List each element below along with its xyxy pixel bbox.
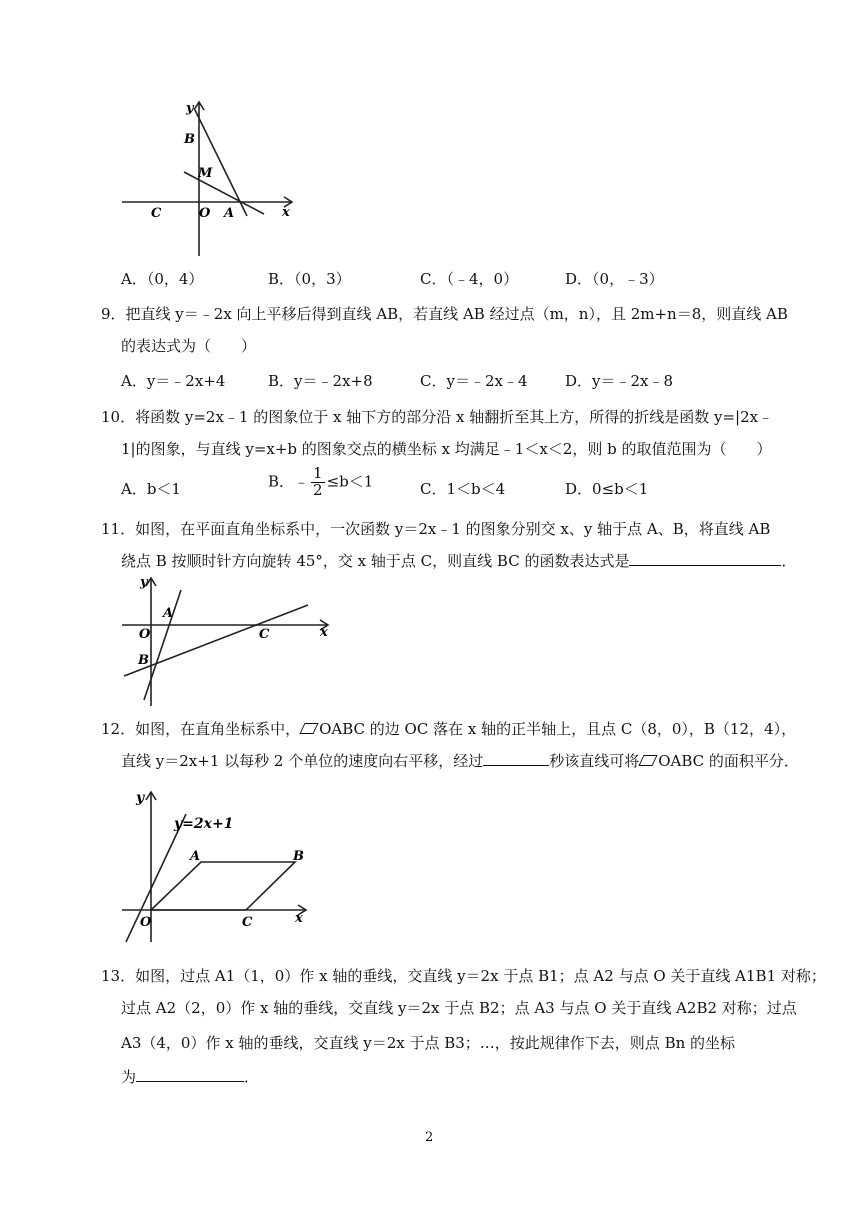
q10-option-b-prefix: B．﹣ (268, 472, 310, 491)
q11-answer-blank[interactable] (629, 551, 781, 566)
q8-label-a: A (224, 206, 235, 221)
q13-answer-blank[interactable] (136, 1067, 244, 1082)
q10-option-c: C．1＜b＜4 (420, 480, 506, 498)
q8-option-c: C．（﹣4，0） (420, 270, 519, 288)
q12-label-y: y (136, 790, 145, 806)
q10-option-d: D．0≤b＜1 (565, 480, 649, 498)
q10-fraction-denominator: 2 (313, 480, 323, 499)
q8-option-a: A．（0，4） (121, 270, 204, 288)
q12-figure (118, 784, 318, 949)
q12-line1-prefix: 12．如图，在直角坐标系中， (101, 720, 301, 738)
q12-answer-blank[interactable] (483, 751, 549, 766)
q13-line3: A3（4，0）作 x 轴的垂线，交直线 y＝2x 于点 B3；…，按此规律作下去，则点 Bn 的坐标 (121, 1034, 736, 1052)
q12-line2-mid: 秒该直线可将 (549, 752, 640, 770)
q8-label-m: M (198, 166, 213, 181)
q9-option-d: D．y＝﹣2x﹣8 (565, 372, 674, 390)
q9-line2: 的表达式为（ ） (121, 337, 257, 355)
q8-label-b: B (184, 132, 195, 147)
parallelogram-icon (300, 723, 319, 734)
q12-label-b: B (293, 849, 304, 864)
q13-line1: 13．如图，过点 A1（1，0）作 x 轴的垂线，交直线 y＝2x 于点 B1；点 A2 与点 O 关于直线 A1B1 对称； (101, 967, 826, 985)
q11-label-y: y (140, 575, 148, 590)
page-number: 2 (425, 1130, 434, 1145)
q12-line-y2x1 (126, 814, 186, 942)
q10-option-a: A．b＜1 (121, 480, 181, 498)
q8-label-c: C (151, 206, 162, 221)
q10-option-b-fraction (311, 466, 325, 499)
q13-line4-prefix: 为 (121, 1068, 137, 1086)
q12-label-c: C (242, 915, 253, 930)
q11-label-a: A (163, 606, 174, 621)
q9-option-c: C．y＝﹣2x﹣4 (420, 372, 528, 390)
q9-option-b: B．y＝﹣2x+8 (268, 372, 373, 390)
q11-figure (118, 572, 338, 712)
q12-label-a: A (190, 849, 201, 864)
q11-line2-text: 绕点 B 按顺时针方向旋转 45°，交 x 轴于点 C，则直线 BC 的函数表达式是 (121, 552, 630, 570)
q8-label-o: O (199, 206, 211, 221)
q12-label-x: x (295, 911, 303, 926)
q11-label-c: C (259, 627, 270, 642)
parallelogram-icon (639, 755, 658, 766)
q9-option-a: A．y＝﹣2x+4 (121, 372, 226, 390)
q11-line1: 11．如图，在平面直角坐标系中，一次函数 y＝2x﹣1 的图象分别交 x、y 轴于点 A、B，将直线 AB (101, 520, 771, 538)
q13-line2: 过点 A2（2，0）作 x 轴的垂线，交直线 y＝2x 于点 B2；点 A3 与点 O 关于直线 A2B2 对称；过点 (121, 999, 797, 1017)
q12-line1 (101, 718, 796, 739)
q12-line2 (121, 750, 799, 771)
q11-label-o: O (139, 627, 151, 642)
q9-line1: 9．把直线 y＝﹣2x 向上平移后得到直线 AB，若直线 AB 经过点（m，n），且 2m+n＝8，则直线 AB (101, 305, 788, 323)
q10-line1: 10．将函数 y=2x﹣1 的图象位于 x 轴下方的部分沿 x 轴翻折至其上方，所得的折线是函数 y=|2x﹣ (101, 408, 774, 426)
q13-line4 (121, 1066, 259, 1087)
q10-line2: 1|的图象，与直线 y=x+b 的图象交点的横坐标 x 均满足﹣1＜x＜2，则 b 的取值范围为（ ） (121, 440, 772, 458)
q8-figure (118, 96, 308, 261)
q12-label-o: O (140, 915, 152, 930)
q10-fraction-numerator: 1 (313, 464, 323, 482)
q11-line2 (121, 550, 797, 571)
q12-line2-prefix: 直线 y＝2x+1 以每秒 2 个单位的速度向右平移，经过 (121, 752, 484, 770)
q8-option-b: B．（0，3） (268, 270, 351, 288)
q13-line4-end: ． (244, 1068, 260, 1086)
q8-label-y: y (186, 101, 194, 116)
q11-line2-end: ． (781, 552, 797, 570)
q11-label-b: B (138, 653, 149, 668)
q12-line1-suffix: OABC 的边 OC 落在 x 轴的正半轴上，且点 C（8，0），B（12，4）， (319, 720, 797, 738)
q12-parallelogram (151, 862, 295, 910)
q8-label-x: x (282, 205, 290, 220)
q12-label-func: y=2x+1 (174, 816, 234, 832)
q10-option-b-suffix: ≤b＜1 (326, 472, 374, 491)
q10-option-b (268, 466, 373, 499)
q12-line2-suffix: OABC 的面积平分． (658, 752, 799, 770)
q11-label-x: x (320, 625, 328, 640)
q8-option-d: D．（0，﹣3） (565, 270, 664, 288)
